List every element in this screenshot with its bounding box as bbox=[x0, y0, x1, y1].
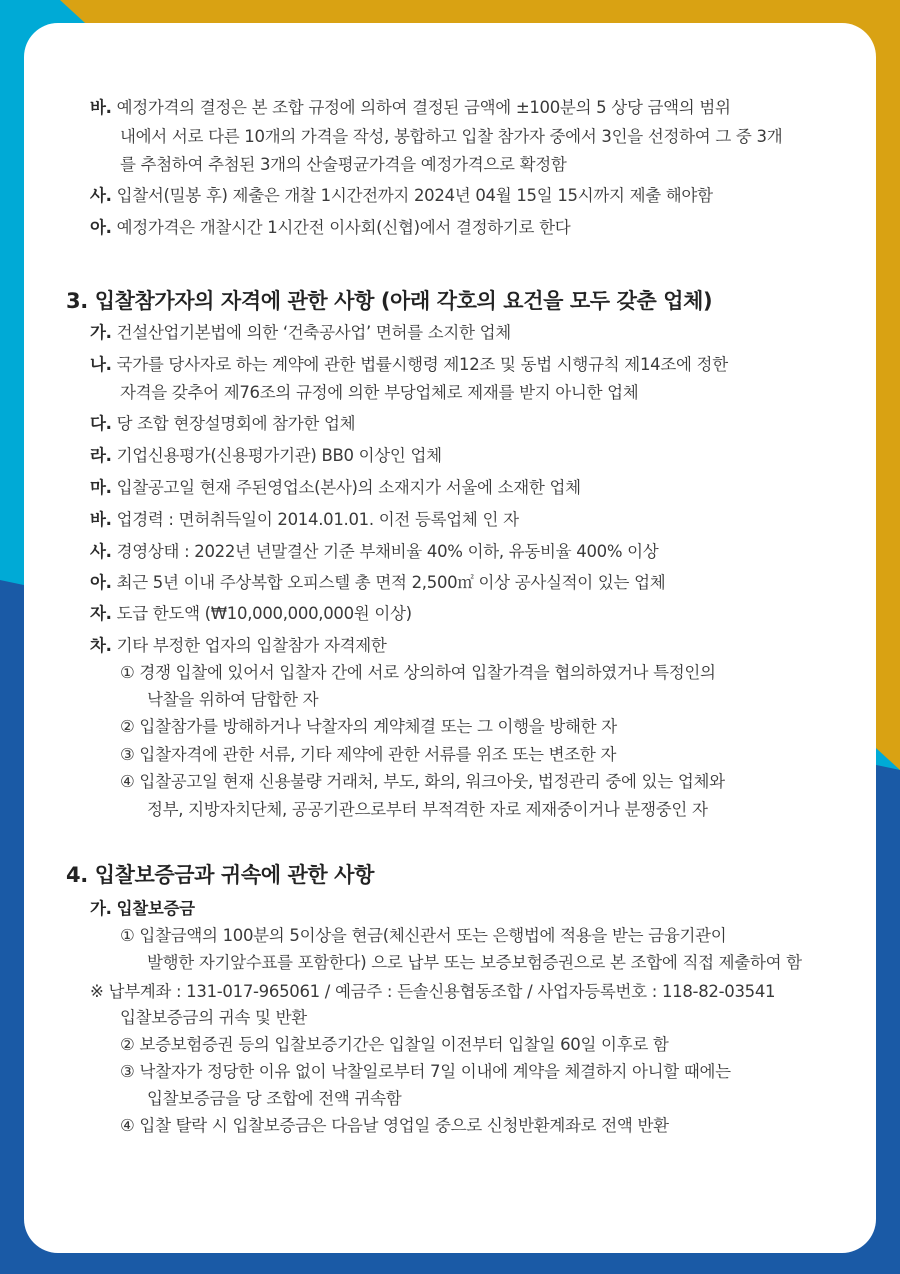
section3-item-a bbox=[90, 572, 665, 594]
section3-item-ra bbox=[90, 445, 442, 467]
item-text: 도급 한도액 (₩10,000,000,000원 이상) bbox=[116, 604, 412, 623]
section3-subitem-2: ② 입찰참가를 방해하거나 낙찰자의 계약체결 또는 그 이행을 방해한 자 bbox=[120, 717, 617, 736]
item-label: 바. bbox=[90, 98, 112, 117]
item-label: 아. bbox=[90, 573, 112, 592]
item-text: 당 조합 현장설명회에 참가한 업체 bbox=[116, 414, 356, 433]
section3-item-cha bbox=[90, 635, 387, 657]
item-label: 가. bbox=[90, 323, 112, 342]
item-text: 기업신용평가(신용평가기관) BB0 이상인 업체 bbox=[116, 446, 442, 465]
item-text: 경영상태 : 2022년 년말결산 기준 부채비율 40% 이하, 유동비율 400% 이상 bbox=[116, 542, 659, 561]
section3-heading: 3. 입찰참가자의 자격에 관한 사항 (아래 각호의 요건을 모두 갖춘 업체) bbox=[66, 289, 713, 313]
item-label: 아. bbox=[90, 218, 112, 237]
item-label: 자. bbox=[90, 604, 112, 623]
sub-label: 가. bbox=[90, 899, 112, 918]
item-label: 차. bbox=[90, 636, 112, 655]
item-label: 라. bbox=[90, 446, 112, 465]
item-label: 마. bbox=[90, 478, 112, 497]
section4-item-3: ③ 낙찰자가 정당한 이유 없이 낙찰일로부터 7일 이내에 계약을 체결하지 아니할 때에는 bbox=[120, 1062, 731, 1081]
section2-item-sa bbox=[90, 185, 713, 207]
item-text: 입찰공고일 현재 주된영업소(본사)의 소재지가 서울에 소재한 업체 bbox=[116, 478, 581, 497]
item-label: 사. bbox=[90, 186, 112, 205]
item-label: 다. bbox=[90, 414, 112, 433]
section4-item-3-cont: 입찰보증금을 당 조합에 전액 귀속함 bbox=[147, 1089, 402, 1108]
section4-heading: 4. 입찰보증금과 귀속에 관한 사항 bbox=[66, 863, 374, 887]
section3-item-na bbox=[90, 354, 728, 376]
item-text: 예정가격의 결정은 본 조합 규정에 의하여 결정된 금액에 ±100분의 5 상당 금액의 범위 bbox=[116, 98, 731, 117]
section4-item-1-cont: 발행한 자기앞수표를 포함한다) 으로 납부 또는 보증보험증권으로 본 조합에 직접 제출하여 함 bbox=[147, 953, 802, 972]
section2-item-a bbox=[90, 217, 570, 239]
section2-item-ba-cont2: 를 추첨하여 추첨된 3개의 산술평균가격을 예정가격으로 확정함 bbox=[120, 155, 567, 174]
item-text: 기타 부정한 업자의 입찰참가 자격제한 bbox=[116, 636, 387, 655]
item-text: 예정가격은 개찰시간 1시간전 이사회(신협)에서 결정하기로 한다 bbox=[116, 218, 571, 237]
item-text: 업경력 : 면허취득일이 2014.01.01. 이전 등록업체 인 자 bbox=[116, 510, 519, 529]
section4-item-2: ② 보증보험증권 등의 입찰보증기간은 입찰일 이전부터 입찰일 60일 이후로 함 bbox=[120, 1035, 669, 1054]
section4-forfeit-title: 입찰보증금의 귀속 및 반환 bbox=[120, 1008, 307, 1027]
section3-item-da bbox=[90, 413, 355, 435]
item-label: 바. bbox=[90, 510, 112, 529]
section4-item-1: ① 입찰금액의 100분의 5이상을 현금(체신관서 또는 은행법에 적용을 받는 금융기관이 bbox=[120, 926, 727, 945]
section3-subitem-4: ④ 입찰공고일 현재 신용불량 거래처, 부도, 화의, 워크아웃, 법정관리 중에 있는 업체와 bbox=[120, 772, 725, 791]
section2-item-ba-cont1: 내에서 서로 다른 10개의 가격을 작성, 봉합하고 입찰 참가자 중에서 3인을 선정하여 그 중 3개 bbox=[120, 127, 783, 146]
item-label: 사. bbox=[90, 542, 112, 561]
section4-item-4: ④ 입찰 탈락 시 입찰보증금은 다음날 영업일 중으로 신청반환계좌로 전액 반환 bbox=[120, 1116, 669, 1135]
item-text: 최근 5년 이내 주상복합 오피스텔 총 면적 2,500㎡ 이상 공사실적이 있는 업체 bbox=[116, 573, 666, 592]
item-text: 국가를 당사자로 하는 계약에 관한 법률시행령 제12조 및 동법 시행규칙 제14조에 정한 bbox=[116, 355, 728, 374]
section3-subitem-4-cont: 정부, 지방자치단체, 공공기관으로부터 부적격한 자로 제재중이거나 분쟁중인 자 bbox=[147, 800, 708, 819]
section3-item-ga bbox=[90, 322, 511, 344]
item-label: 나. bbox=[90, 355, 112, 374]
section3-item-ma bbox=[90, 477, 581, 499]
sub-title: 입찰보증금 bbox=[116, 899, 195, 918]
section3-item-ja bbox=[90, 603, 412, 625]
section2-item-ba bbox=[90, 97, 731, 119]
section3-item-na-cont: 자격을 갖추어 제76조의 규정에 의한 부당업체로 제재를 받지 아니한 업체 bbox=[120, 383, 639, 402]
item-text: 건설산업기본법에 의한 ‘건축공사업’ 면허를 소지한 업체 bbox=[116, 323, 511, 342]
section3-subitem-1-cont: 낙찰을 위하여 담합한 자 bbox=[147, 690, 319, 709]
section4-subheading bbox=[90, 898, 195, 920]
section4-account-note: ※ 납부계좌 : 131-017-965061 / 예금주 : 든솔신용협동조합 / 사업자등록번호 : 118-82-03541 bbox=[90, 982, 776, 1001]
section3-item-ba bbox=[90, 509, 519, 531]
section3-item-sa bbox=[90, 541, 658, 563]
section3-subitem-1: ① 경쟁 입찰에 있어서 입찰자 간에 서로 상의하여 입찰가격을 협의하였거나 특정인의 bbox=[120, 663, 716, 682]
item-text: 입찰서(밀봉 후) 제출은 개찰 1시간전까지 2024년 04월 15일 15시까지 제출 해야함 bbox=[116, 186, 713, 205]
section3-subitem-3: ③ 입찰자격에 관한 서류, 기타 제약에 관한 서류를 위조 또는 변조한 자 bbox=[120, 745, 617, 764]
